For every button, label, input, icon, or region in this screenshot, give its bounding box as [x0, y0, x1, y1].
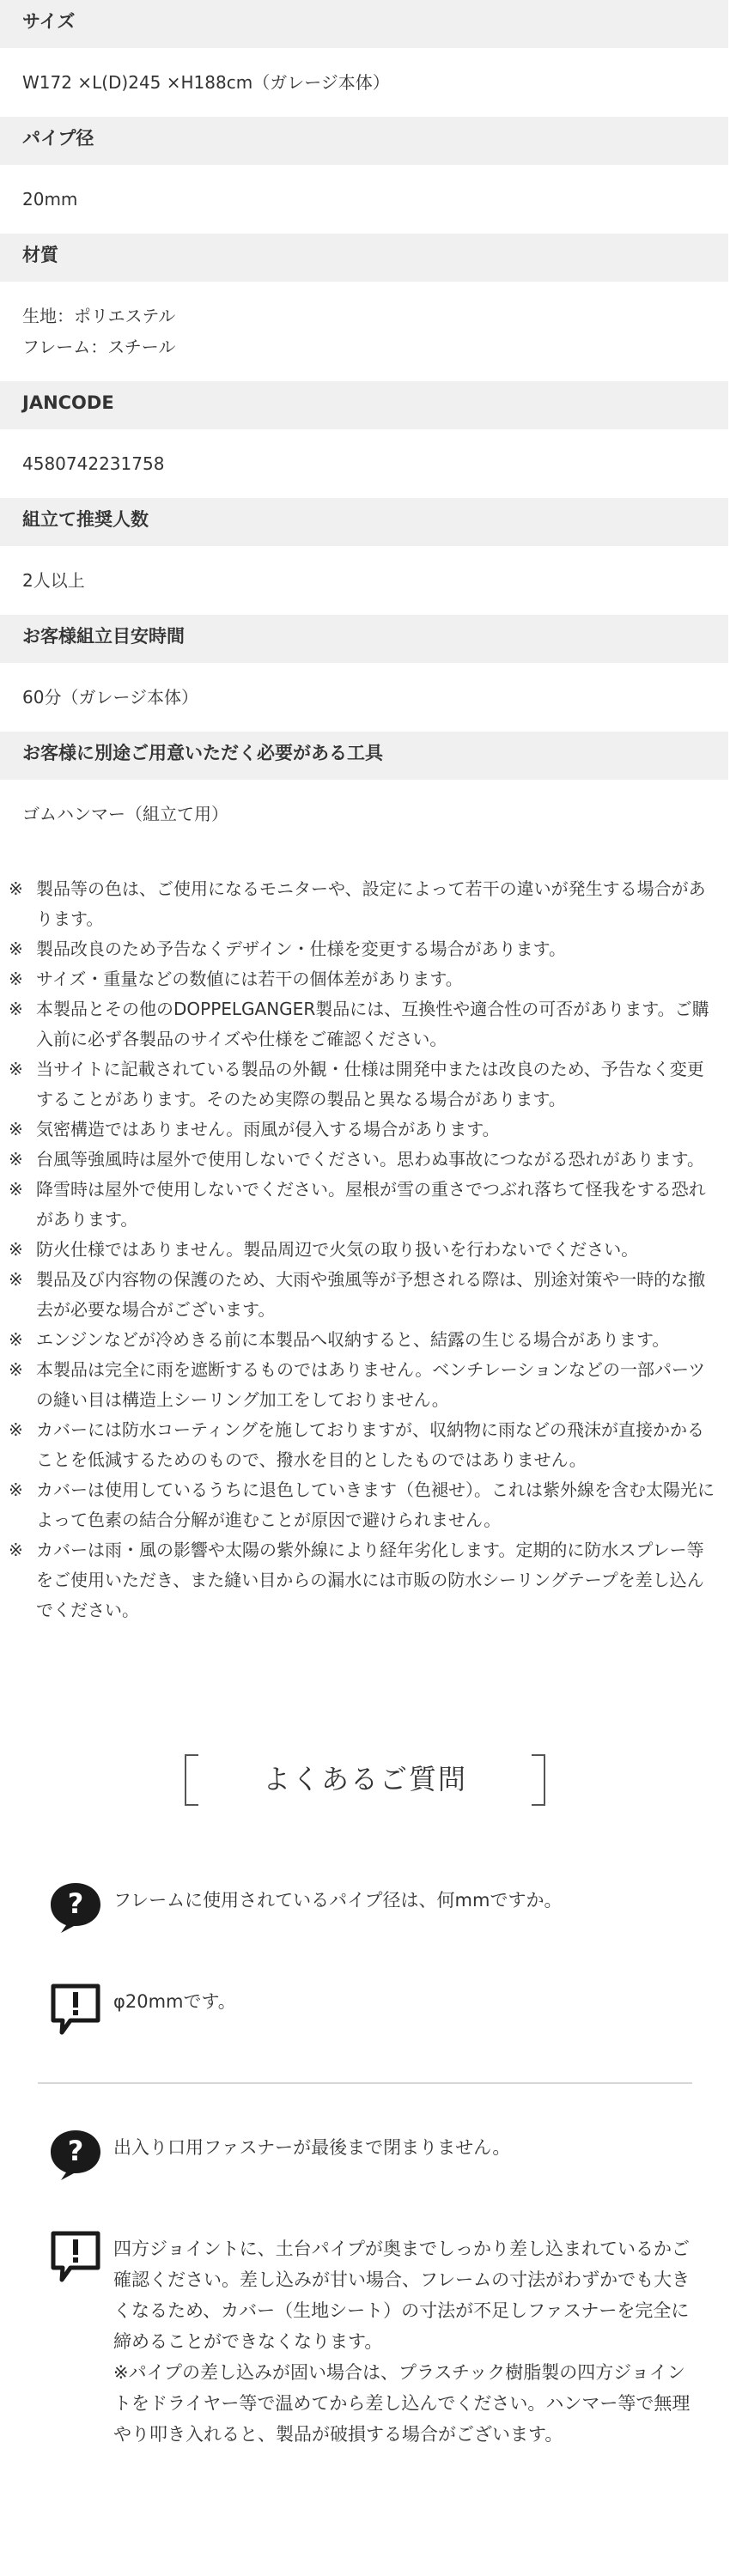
note-text: 本製品とその他のDOPPELGANGER製品には、互換性や適合性の可否があります。ご購入前に必ず各製品のサイズや仕様をご確認ください。 [36, 999, 709, 1049]
question-speech-bubble-icon [48, 1881, 113, 1938]
note-item [9, 1054, 720, 1115]
spec-section [0, 117, 730, 234]
note-text: 気密構造ではありません。雨風が侵入する場合があります。 [36, 1119, 500, 1139]
note-item [9, 1535, 720, 1625]
note-text: 防火仕様ではありません。製品周辺で火気の取り扱いを行わないでください。 [36, 1239, 639, 1260]
note-mark: ※ [9, 1179, 23, 1200]
note-item [9, 964, 720, 994]
faq-item [48, 2129, 696, 2450]
note-text: 降雪時は屋外で使用しないでください。屋根が雪の重さでつぶれ落ちて怪我をする恐れがあります。 [36, 1179, 706, 1230]
notes-list [0, 848, 730, 1625]
note-mark: ※ [9, 1059, 23, 1079]
note-item [9, 1235, 720, 1265]
faq-divider [38, 2082, 692, 2084]
note-text: 製品改良のため予告なくデザイン・仕様を変更する場合があります。 [36, 939, 566, 959]
note-text: カバーは使用しているうちに退色していきます（色褪せ）。これは紫外線を含む太陽光によって色素の結合分解が進むことが原因で避けられません。 [36, 1479, 715, 1530]
faq-answer [48, 1983, 696, 2039]
note-item [9, 1145, 720, 1175]
note-mark: ※ [9, 1540, 23, 1560]
spec-value-line: ゴムハンマー（組立て用） [22, 804, 228, 824]
faq-question-text: フレームに使用されているパイプ径は、何mmですか。 [113, 1890, 563, 1911]
faq-answer-text [113, 2230, 696, 2450]
faq-title-frame [185, 1754, 545, 1804]
faq-question [48, 1881, 696, 1938]
note-mark: ※ [9, 1359, 23, 1380]
note-mark: ※ [9, 1119, 23, 1139]
spec-value-line: W172 ×L(D)245 ×H188cm（ガレージ本体） [22, 72, 390, 93]
faq-title: よくあるご質問 [262, 1763, 467, 1795]
right-bracket [532, 1754, 545, 1806]
spec-value-pipe-diameter [0, 165, 730, 234]
question-speech-bubble-icon [48, 2129, 113, 2185]
note-item [9, 1115, 720, 1145]
svg-text:?: ? [67, 2135, 84, 2167]
spec-heading-tools: お客様に別途ご用意いただく必要がある工具 [0, 732, 728, 780]
note-text: 本製品は完全に雨を遮断するものではありません。ベンチレーションなどの一部パーツの縫い目は構造上シーリング加工をしておりません。 [36, 1359, 706, 1410]
note-mark: ※ [9, 1269, 23, 1290]
spec-section [0, 615, 730, 732]
note-item [9, 934, 720, 964]
spec-value-assembly-people [0, 546, 730, 615]
spec-heading-assembly-time: お客様組立目安時間 [0, 615, 728, 663]
spec-value-line: 生地：ポリエステル [22, 306, 176, 326]
left-bracket [185, 1754, 198, 1806]
spec-value-line: フレーム：スチール [22, 337, 176, 357]
exclamation-speech-bubble-icon [48, 1983, 113, 2039]
spec-heading-material: 材質 [0, 234, 728, 282]
note-mark: ※ [9, 878, 23, 899]
note-text: エンジンなどが冷めきる前に本製品へ収納すると、結露の生じる場合があります。 [36, 1329, 670, 1350]
faq-question [48, 2129, 696, 2185]
spec-heading-jancode: JANCODE [0, 381, 728, 429]
note-text: 当サイトに記載されている製品の外観・仕様は開発中または改良のため、予告なく変更することがあります。そのため実際の製品と異なる場合があります。 [36, 1059, 704, 1109]
note-mark: ※ [9, 999, 23, 1019]
note-text: サイズ・重量などの数値には若干の個体差があります。 [36, 969, 463, 989]
note-mark: ※ [9, 969, 23, 989]
spec-value-line: 20mm [22, 189, 78, 210]
spec-section [0, 732, 730, 848]
note-text: 製品及び内容物の保護のため、大雨や強風等が予想される際は、別途対策や一時的な撤去が必要な場合がございます。 [36, 1269, 706, 1320]
note-item [9, 1415, 720, 1475]
note-item [9, 1175, 720, 1235]
note-mark: ※ [9, 939, 23, 959]
note-text: カバーには防水コーティングを施しておりますが、収納物に雨などの飛沫が直接かかることを低減するためのもので、撥水を目的としたものではありません。 [36, 1419, 704, 1470]
spec-heading-pipe-diameter: パイプ径 [0, 117, 728, 165]
faq-question-text: 出入り口用ファスナーが最後まで閉まりません。 [113, 2137, 511, 2158]
spec-value-line: 4580742231758 [22, 453, 165, 474]
spec-value-jancode [0, 429, 730, 498]
spec-section [0, 381, 730, 498]
note-text: 台風等強風時は屋外で使用しないでください。思わぬ事故につながる恐れがあります。 [36, 1149, 704, 1170]
faq-answer-paragraph: φ20mmです。 [113, 1991, 236, 2012]
svg-text:?: ? [67, 1887, 84, 1920]
spec-value-assembly-time [0, 663, 730, 732]
spec-value-line: 60分（ガレージ本体） [22, 687, 199, 708]
note-item [9, 1355, 720, 1415]
note-item [9, 1265, 720, 1325]
note-mark: ※ [9, 1239, 23, 1260]
faq-answer-paragraph: 四方ジョイントに、土台パイプが奥までしっかり差し込まれているかご確認ください。差し込みが甘い場合、フレームの寸法がわずかでも大きくなるため、カバー（生地シート）の寸法が不足しファスナーを完全に締めることができなくなります。 [113, 2239, 690, 2352]
faq-answer [48, 2230, 696, 2450]
exclamation-speech-bubble-icon [48, 2230, 113, 2287]
spec-section [0, 234, 730, 381]
note-mark: ※ [9, 1419, 23, 1440]
faq-header [0, 1754, 730, 1804]
faq-answer-text [113, 1983, 696, 2017]
spec-heading-size: サイズ [0, 0, 728, 48]
note-mark: ※ [9, 1479, 23, 1500]
faq-answer-paragraph: ※パイプの差し込みが固い場合は、プラスチック樹脂製の四方ジョイントをドライヤー等で温めてから差し込んでください。ハンマー等で無理やり叩き入れると、製品が破損する場合がございます。 [113, 2362, 690, 2445]
note-text: カバーは雨・風の影響や太陽の紫外線により経年劣化します。定期的に防水スプレー等をご使用いただき、また縫い目からの漏水には市販の防水シーリングテープを差し込んでください。 [36, 1540, 704, 1620]
note-item [9, 1475, 720, 1535]
note-item [9, 1325, 720, 1355]
spec-section [0, 0, 730, 117]
spec-heading-assembly-people: 組立て推奨人数 [0, 498, 728, 546]
spec-section [0, 498, 730, 615]
spec-value-line: 2人以上 [22, 570, 85, 591]
spec-value-size [0, 48, 730, 117]
spec-value-material [0, 282, 730, 381]
note-text: 製品等の色は、ご使用になるモニターや、設定によって若干の違いが発生する場合があります。 [36, 878, 706, 929]
faq-item [48, 1881, 696, 2039]
note-mark: ※ [9, 1149, 23, 1170]
note-item [9, 994, 720, 1054]
note-item [9, 874, 720, 934]
note-mark: ※ [9, 1329, 23, 1350]
spec-value-tools [0, 780, 730, 848]
spec-table [0, 0, 730, 848]
faq-list [0, 1881, 730, 2450]
